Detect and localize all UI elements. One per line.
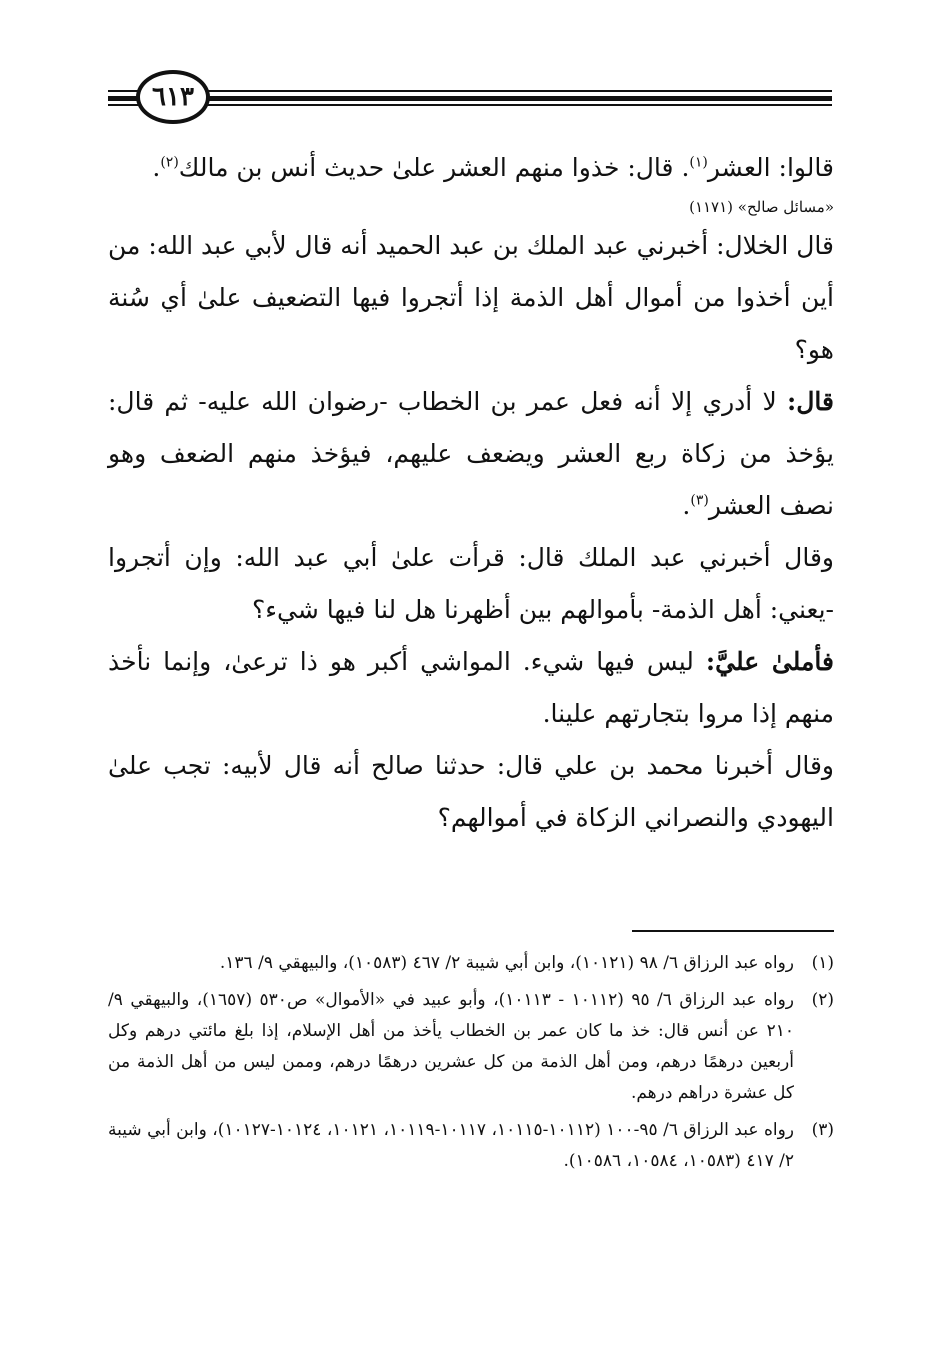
p5-lead: فأملىٰ عليَّ: [705,647,834,676]
page-header [108,66,832,128]
footnote-separator [632,930,834,932]
footnote-text: رواه عبد الرزاق ٦/ ٩٨ (١٠١٢١)، وابن أبي شيبة ٢/ ٤٦٧ (١٠٥٨٣)، والبيهقي ٩/ ١٣٦. [219,953,794,973]
header-rule-thin [108,90,832,92]
footnote-3 [108,1115,834,1177]
paragraph-1 [108,142,834,194]
footnote-2 [108,985,834,1109]
paragraph-6: وقال أخبرنا محمد بن علي قال: حدثنا صالح أنه قال لأبيه: تجب علىٰ اليهودي والنصراني الزكاة في أموالهم؟ [108,751,834,832]
footnote-ref-2: (٢) [160,154,179,171]
footnote-text: رواه عبد الرزاق ٦/ ٩٥ (١٠١١٢ - ١٠١١٣)، وأبو عبيد في «الأموال» ص٥٣٠ (١٦٥٧)، والبيهقي ٩/ ٢١٠ عن أنس قال: خذ ما كان عمر بن الخطاب يأخذ من أهل الإسلام، إذا بلغ مائتي درهم وكل أربعين درهمًا درهم، ومن أهل الذمة من كل عشرين درهمًا درهم، وممن ليس من أهل الذمة من كل عشرة دراهم درهم. [108,990,794,1103]
p5-text: ليس فيها شيء. المواشي أكبر هو ذا ترعىٰ، وإنما نأخذ منهم إذا مروا بتجارتهم علينا. [108,647,834,728]
p1-end: . [152,153,161,182]
p3-text: لا أدري إلا أنه فعل عمر بن الخطاب -رضوان الله عليه- ثم قال: يؤخذ من زكاة ربع العشر ويضعف عليهم، فيؤخذ منهم الضعف وهو نصف العشر [108,387,834,520]
p1-middle: . قال: خذوا منهم العشر علىٰ حديث أنس بن مالك [178,153,690,182]
paragraph-3 [108,376,834,532]
p3-lead: قال: [787,387,834,416]
p1-start: قالوا: العشر [707,153,834,182]
source-citation: «مسائل صالح» (١١٧١) [689,198,834,216]
footnote-ref-3: (٣) [690,492,709,509]
header-rule-thick [108,96,832,101]
p3-end: . [682,491,691,520]
page-number: ٦١٣ [136,70,210,124]
footnote-number: (٣) [811,1120,834,1140]
footnote-number: (١) [811,953,834,973]
paragraph-5 [108,636,834,740]
footnote-ref-1: (١) [689,154,708,171]
footnote-text: رواه عبد الرزاق ٦/ ٩٥-١٠٠ (١٠١١٢-١٠١١٥، ١٠١١٧-١٠١١٩، ١٠١٢١، ١٠١٢٤-١٠١٢٧)، وابن أبي شيبة ٢/ ٤١٧ (١٠٥٨٣، ١٠٥٨٤، ١٠٥٨٦). [108,1120,794,1171]
main-text [108,142,834,844]
paragraph-2: قال الخلال: أخبرني عبد الملك بن عبد الحميد أنه قال لأبي عبد الله: من أين أخذوا من أموال أهل الذمة إذا أتجروا فيها التضعيف علىٰ أي سُنة هو؟ [108,231,834,364]
header-rule-thin-lower [108,104,832,106]
footnotes [108,948,834,1183]
footnote-number: (٢) [811,990,834,1010]
paragraph-4: وقال أخبرني عبد الملك قال: قرأت علىٰ أبي عبد الله: وإن أتجروا -يعني: أهل الذمة- بأموالهم بين أظهرنا هل لنا فيها شيء؟ [108,543,834,624]
footnote-1 [108,948,834,979]
